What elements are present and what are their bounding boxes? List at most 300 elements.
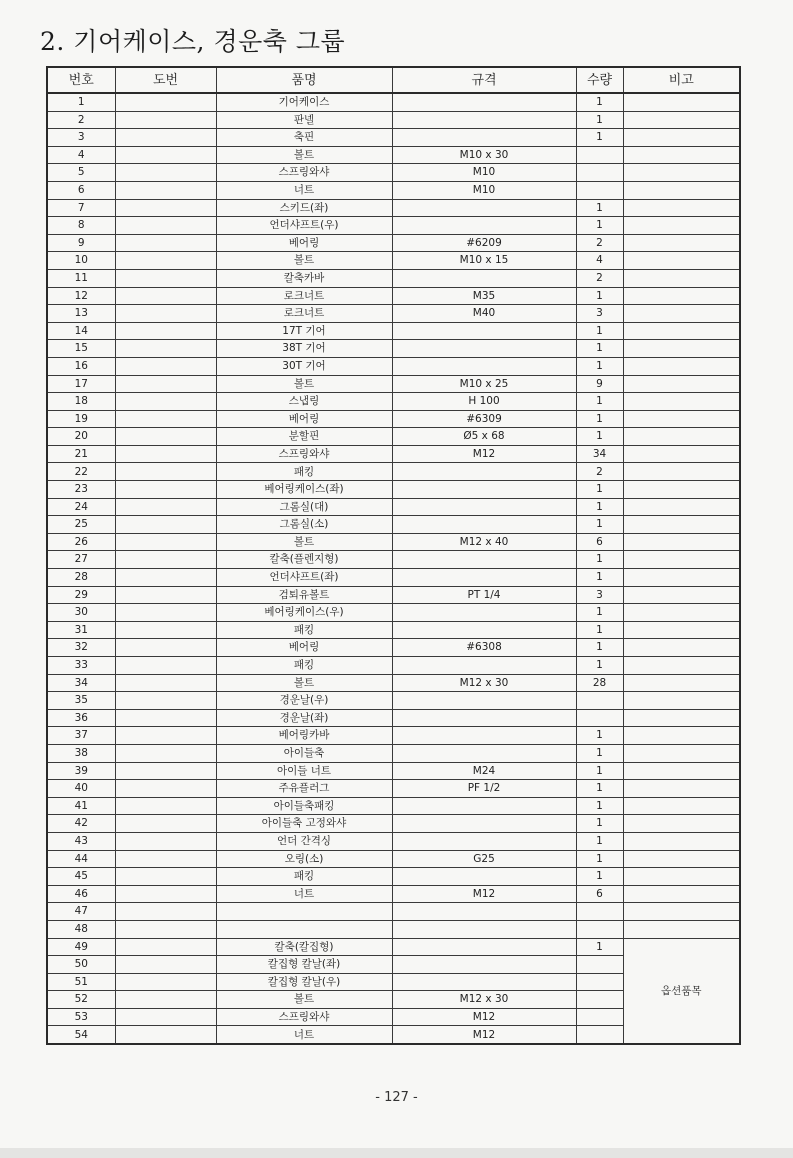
- cell-spec: [392, 815, 576, 833]
- table-row: [47, 674, 740, 692]
- cell-quantity: [576, 146, 623, 164]
- cell-quantity: 4: [576, 252, 623, 270]
- table-row: [47, 129, 740, 147]
- cell-number: 37: [47, 727, 115, 745]
- cell-drawing: [115, 445, 216, 463]
- cell-number: 26: [47, 533, 115, 551]
- cell-part-name: 축핀: [216, 129, 392, 147]
- cell-remarks: [623, 727, 740, 745]
- cell-number: 42: [47, 815, 115, 833]
- cell-spec: [392, 481, 576, 499]
- cell-remarks: [623, 428, 740, 446]
- cell-number: 51: [47, 973, 115, 991]
- cell-quantity: 1: [576, 797, 623, 815]
- cell-number: 12: [47, 287, 115, 305]
- cell-part-name: 패킹: [216, 868, 392, 886]
- cell-part-name: 볼트: [216, 375, 392, 393]
- cell-part-name: [216, 920, 392, 938]
- cell-spec: [392, 938, 576, 956]
- cell-drawing: [115, 533, 216, 551]
- cell-spec: [392, 920, 576, 938]
- cell-remarks: [623, 146, 740, 164]
- cell-spec: [392, 463, 576, 481]
- cell-remarks: [623, 181, 740, 199]
- cell-spec: [392, 93, 576, 111]
- table-row: [47, 340, 740, 358]
- cell-part-name: 스프링와샤: [216, 1008, 392, 1026]
- cell-part-name: 너트: [216, 1026, 392, 1044]
- table-row: [47, 146, 740, 164]
- cell-number: 54: [47, 1026, 115, 1044]
- header-number: 번호: [47, 67, 115, 93]
- cell-drawing: [115, 340, 216, 358]
- cell-part-name: 볼트: [216, 674, 392, 692]
- page-title: 2. 기어케이스, 경운축 그룹: [40, 27, 346, 56]
- cell-remarks: [623, 569, 740, 587]
- cell-quantity: 1: [576, 621, 623, 639]
- cell-number: 23: [47, 481, 115, 499]
- cell-drawing: [115, 322, 216, 340]
- cell-quantity: [576, 903, 623, 921]
- cell-number: 38: [47, 744, 115, 762]
- table-row: [47, 410, 740, 428]
- cell-part-name: 주유플러그: [216, 780, 392, 798]
- cell-number: 52: [47, 991, 115, 1009]
- table-row: [47, 269, 740, 287]
- header-drawing: 도번: [115, 67, 216, 93]
- cell-spec: [392, 322, 576, 340]
- scan-edge: [0, 1148, 793, 1158]
- cell-number: 1: [47, 93, 115, 111]
- cell-quantity: 1: [576, 129, 623, 147]
- header-remarks: 비고: [623, 67, 740, 93]
- cell-number: 47: [47, 903, 115, 921]
- cell-drawing: [115, 956, 216, 974]
- table-row: [47, 357, 740, 375]
- cell-remarks: [623, 340, 740, 358]
- cell-quantity: [576, 164, 623, 182]
- cell-remarks: [623, 164, 740, 182]
- cell-number: 33: [47, 657, 115, 675]
- cell-remarks: [623, 305, 740, 323]
- table-row: [47, 762, 740, 780]
- cell-number: 3: [47, 129, 115, 147]
- cell-spec: [392, 744, 576, 762]
- cell-drawing: [115, 832, 216, 850]
- cell-remarks: [623, 621, 740, 639]
- table-row: [47, 639, 740, 657]
- cell-spec: M10 x 25: [392, 375, 576, 393]
- table-row: [47, 428, 740, 446]
- cell-quantity: [576, 973, 623, 991]
- cell-spec: [392, 868, 576, 886]
- cell-remarks: [623, 322, 740, 340]
- cell-remarks: [623, 445, 740, 463]
- cell-spec: [392, 569, 576, 587]
- cell-part-name: 오링(소): [216, 850, 392, 868]
- cell-remarks: [623, 850, 740, 868]
- cell-remarks: [623, 357, 740, 375]
- cell-remarks: [623, 463, 740, 481]
- cell-quantity: 2: [576, 234, 623, 252]
- cell-remarks: [623, 674, 740, 692]
- cell-spec: [392, 709, 576, 727]
- table-row: [47, 181, 740, 199]
- cell-spec: M12: [392, 445, 576, 463]
- cell-spec: M24: [392, 762, 576, 780]
- cell-quantity: 1: [576, 410, 623, 428]
- cell-spec: [392, 199, 576, 217]
- cell-drawing: [115, 744, 216, 762]
- header-spec: 규격: [392, 67, 576, 93]
- cell-quantity: 1: [576, 287, 623, 305]
- cell-part-name: 칼축카바: [216, 269, 392, 287]
- cell-remarks: [623, 868, 740, 886]
- cell-number: 43: [47, 832, 115, 850]
- cell-number: 53: [47, 1008, 115, 1026]
- cell-drawing: [115, 815, 216, 833]
- cell-part-name: 스냅링: [216, 393, 392, 411]
- cell-spec: M12 x 30: [392, 674, 576, 692]
- table-row: [47, 868, 740, 886]
- cell-number: 4: [47, 146, 115, 164]
- cell-quantity: 34: [576, 445, 623, 463]
- cell-spec: [392, 657, 576, 675]
- cell-number: 35: [47, 692, 115, 710]
- cell-part-name: 스프링와샤: [216, 164, 392, 182]
- cell-drawing: [115, 938, 216, 956]
- cell-spec: [392, 111, 576, 129]
- cell-part-name: 분할핀: [216, 428, 392, 446]
- cell-drawing: [115, 287, 216, 305]
- cell-remarks: [623, 797, 740, 815]
- cell-part-name: 언더 간격싱: [216, 832, 392, 850]
- table-row: [47, 586, 740, 604]
- cell-part-name: 패킹: [216, 463, 392, 481]
- cell-drawing: [115, 920, 216, 938]
- cell-drawing: [115, 1008, 216, 1026]
- cell-remarks: [623, 551, 740, 569]
- cell-part-name: 베어링: [216, 234, 392, 252]
- cell-number: 24: [47, 498, 115, 516]
- cell-part-name: 검퇴유볼트: [216, 586, 392, 604]
- cell-quantity: 1: [576, 938, 623, 956]
- table-row: [47, 920, 740, 938]
- table-row: [47, 850, 740, 868]
- cell-remarks: [623, 903, 740, 921]
- cell-quantity: 2: [576, 463, 623, 481]
- parts-table-body: [47, 93, 740, 1044]
- cell-part-name: 경운날(우): [216, 692, 392, 710]
- cell-part-name: 스프링와샤: [216, 445, 392, 463]
- cell-spec: [392, 269, 576, 287]
- cell-quantity: 1: [576, 569, 623, 587]
- cell-number: 20: [47, 428, 115, 446]
- cell-drawing: [115, 181, 216, 199]
- cell-number: 46: [47, 885, 115, 903]
- table-row: [47, 481, 740, 499]
- cell-drawing: [115, 393, 216, 411]
- cell-quantity: 1: [576, 93, 623, 111]
- cell-drawing: [115, 234, 216, 252]
- cell-spec: [392, 727, 576, 745]
- cell-part-name: [216, 903, 392, 921]
- table-row: [47, 885, 740, 903]
- cell-part-name: 베어링케이스(우): [216, 604, 392, 622]
- table-row: [47, 569, 740, 587]
- cell-spec: #6209: [392, 234, 576, 252]
- cell-part-name: 38T 기어: [216, 340, 392, 358]
- table-row: [47, 393, 740, 411]
- cell-part-name: 기어케이스: [216, 93, 392, 111]
- cell-spec: [392, 129, 576, 147]
- table-row: [47, 692, 740, 710]
- cell-spec: #6308: [392, 639, 576, 657]
- cell-number: 13: [47, 305, 115, 323]
- cell-spec: [392, 516, 576, 534]
- cell-number: 22: [47, 463, 115, 481]
- cell-remarks: [623, 93, 740, 111]
- cell-quantity: 1: [576, 815, 623, 833]
- cell-number: 21: [47, 445, 115, 463]
- cell-quantity: 1: [576, 498, 623, 516]
- cell-remarks: [623, 639, 740, 657]
- cell-spec: [392, 903, 576, 921]
- cell-drawing: [115, 991, 216, 1009]
- cell-remarks: [623, 744, 740, 762]
- cell-quantity: [576, 991, 623, 1009]
- cell-remarks: [623, 498, 740, 516]
- cell-remarks: [623, 533, 740, 551]
- cell-drawing: [115, 621, 216, 639]
- cell-drawing: [115, 252, 216, 270]
- cell-number: 31: [47, 621, 115, 639]
- cell-drawing: [115, 93, 216, 111]
- cell-quantity: [576, 692, 623, 710]
- cell-spec: [392, 956, 576, 974]
- cell-spec: M12 x 30: [392, 991, 576, 1009]
- cell-remarks: [623, 692, 740, 710]
- table-row: [47, 604, 740, 622]
- cell-quantity: 1: [576, 357, 623, 375]
- cell-drawing: [115, 164, 216, 182]
- cell-number: 17: [47, 375, 115, 393]
- cell-spec: [392, 551, 576, 569]
- table-row: [47, 111, 740, 129]
- cell-number: 39: [47, 762, 115, 780]
- cell-spec: M40: [392, 305, 576, 323]
- cell-number: 9: [47, 234, 115, 252]
- cell-spec: [392, 340, 576, 358]
- cell-number: 48: [47, 920, 115, 938]
- cell-number: 50: [47, 956, 115, 974]
- cell-part-name: 패킹: [216, 621, 392, 639]
- cell-drawing: [115, 850, 216, 868]
- cell-part-name: 로크너트: [216, 287, 392, 305]
- cell-drawing: [115, 973, 216, 991]
- cell-drawing: [115, 885, 216, 903]
- table-row: [47, 287, 740, 305]
- cell-spec: M12: [392, 885, 576, 903]
- cell-drawing: [115, 657, 216, 675]
- cell-quantity: 3: [576, 586, 623, 604]
- cell-spec: [392, 217, 576, 235]
- cell-part-name: 로크너트: [216, 305, 392, 323]
- table-row: [47, 744, 740, 762]
- cell-quantity: [576, 181, 623, 199]
- cell-drawing: [115, 639, 216, 657]
- cell-spec: [392, 604, 576, 622]
- table-row: [47, 164, 740, 182]
- cell-spec: [392, 797, 576, 815]
- cell-spec: [392, 973, 576, 991]
- cell-remarks: [623, 885, 740, 903]
- cell-part-name: 17T 기어: [216, 322, 392, 340]
- cell-spec: [392, 832, 576, 850]
- header-row: [47, 67, 740, 93]
- cell-quantity: 1: [576, 604, 623, 622]
- cell-number: 27: [47, 551, 115, 569]
- cell-part-name: 베어링: [216, 410, 392, 428]
- cell-drawing: [115, 868, 216, 886]
- cell-spec: M10 x 30: [392, 146, 576, 164]
- cell-drawing: [115, 375, 216, 393]
- cell-number: 34: [47, 674, 115, 692]
- cell-part-name: 그롬실(소): [216, 516, 392, 534]
- cell-spec: Ø5 x 68: [392, 428, 576, 446]
- table-row: [47, 709, 740, 727]
- cell-drawing: [115, 428, 216, 446]
- cell-drawing: [115, 1026, 216, 1044]
- cell-quantity: 1: [576, 217, 623, 235]
- cell-quantity: 1: [576, 516, 623, 534]
- cell-spec: M10: [392, 164, 576, 182]
- cell-remarks: [623, 252, 740, 270]
- cell-number: 25: [47, 516, 115, 534]
- cell-quantity: 1: [576, 832, 623, 850]
- cell-part-name: 너트: [216, 885, 392, 903]
- table-row: [47, 727, 740, 745]
- cell-number: 28: [47, 569, 115, 587]
- cell-remarks-option-items: 옵션품목: [623, 938, 740, 1044]
- cell-remarks: [623, 815, 740, 833]
- cell-drawing: [115, 410, 216, 428]
- cell-part-name: 볼트: [216, 533, 392, 551]
- table-row: [47, 463, 740, 481]
- cell-drawing: [115, 903, 216, 921]
- cell-remarks: [623, 762, 740, 780]
- cell-part-name: 아이들 너트: [216, 762, 392, 780]
- cell-spec: [392, 692, 576, 710]
- table-row: [47, 252, 740, 270]
- cell-number: 49: [47, 938, 115, 956]
- cell-remarks: [623, 709, 740, 727]
- cell-quantity: 1: [576, 393, 623, 411]
- cell-quantity: 1: [576, 551, 623, 569]
- cell-part-name: 칼집형 칼날(우): [216, 973, 392, 991]
- cell-drawing: [115, 797, 216, 815]
- cell-remarks: [623, 780, 740, 798]
- cell-spec: M12: [392, 1026, 576, 1044]
- cell-remarks: [623, 111, 740, 129]
- cell-quantity: [576, 1026, 623, 1044]
- cell-remarks: [623, 129, 740, 147]
- cell-part-name: 아이들축: [216, 744, 392, 762]
- table-row: [47, 657, 740, 675]
- cell-part-name: 베어링: [216, 639, 392, 657]
- cell-drawing: [115, 762, 216, 780]
- cell-drawing: [115, 604, 216, 622]
- cell-number: 8: [47, 217, 115, 235]
- cell-quantity: 6: [576, 885, 623, 903]
- cell-quantity: 1: [576, 780, 623, 798]
- cell-remarks: [623, 234, 740, 252]
- cell-quantity: 2: [576, 269, 623, 287]
- cell-quantity: [576, 956, 623, 974]
- page-number: - 127 -: [375, 1090, 418, 1105]
- cell-drawing: [115, 269, 216, 287]
- cell-part-name: 아이들축 고정와샤: [216, 815, 392, 833]
- cell-drawing: [115, 586, 216, 604]
- cell-quantity: 1: [576, 762, 623, 780]
- header-quantity: 수량: [576, 67, 623, 93]
- cell-quantity: 28: [576, 674, 623, 692]
- table-row: [47, 322, 740, 340]
- cell-remarks: [623, 832, 740, 850]
- cell-remarks: [623, 199, 740, 217]
- cell-drawing: [115, 780, 216, 798]
- cell-quantity: 1: [576, 428, 623, 446]
- cell-remarks: [623, 481, 740, 499]
- cell-spec: #6309: [392, 410, 576, 428]
- cell-number: 5: [47, 164, 115, 182]
- cell-remarks: [623, 657, 740, 675]
- cell-drawing: [115, 674, 216, 692]
- cell-part-name: 30T 기어: [216, 357, 392, 375]
- table-row: [47, 780, 740, 798]
- table-row: [47, 938, 740, 956]
- cell-quantity: 6: [576, 533, 623, 551]
- cell-quantity: 1: [576, 111, 623, 129]
- cell-drawing: [115, 217, 216, 235]
- cell-number: 30: [47, 604, 115, 622]
- cell-quantity: 1: [576, 657, 623, 675]
- cell-remarks: [623, 920, 740, 938]
- cell-number: 41: [47, 797, 115, 815]
- cell-drawing: [115, 551, 216, 569]
- cell-quantity: [576, 1008, 623, 1026]
- cell-drawing: [115, 516, 216, 534]
- cell-quantity: 1: [576, 639, 623, 657]
- cell-number: 40: [47, 780, 115, 798]
- cell-quantity: 1: [576, 850, 623, 868]
- cell-part-name: 경운날(좌): [216, 709, 392, 727]
- cell-spec: PT 1/4: [392, 586, 576, 604]
- cell-part-name: 패킹: [216, 657, 392, 675]
- cell-remarks: [623, 269, 740, 287]
- cell-part-name: 너트: [216, 181, 392, 199]
- cell-quantity: [576, 920, 623, 938]
- cell-quantity: 9: [576, 375, 623, 393]
- cell-drawing: [115, 463, 216, 481]
- cell-part-name: 베어링케이스(좌): [216, 481, 392, 499]
- cell-spec: H 100: [392, 393, 576, 411]
- cell-number: 45: [47, 868, 115, 886]
- cell-drawing: [115, 357, 216, 375]
- cell-drawing: [115, 305, 216, 323]
- cell-remarks: [623, 516, 740, 534]
- cell-drawing: [115, 481, 216, 499]
